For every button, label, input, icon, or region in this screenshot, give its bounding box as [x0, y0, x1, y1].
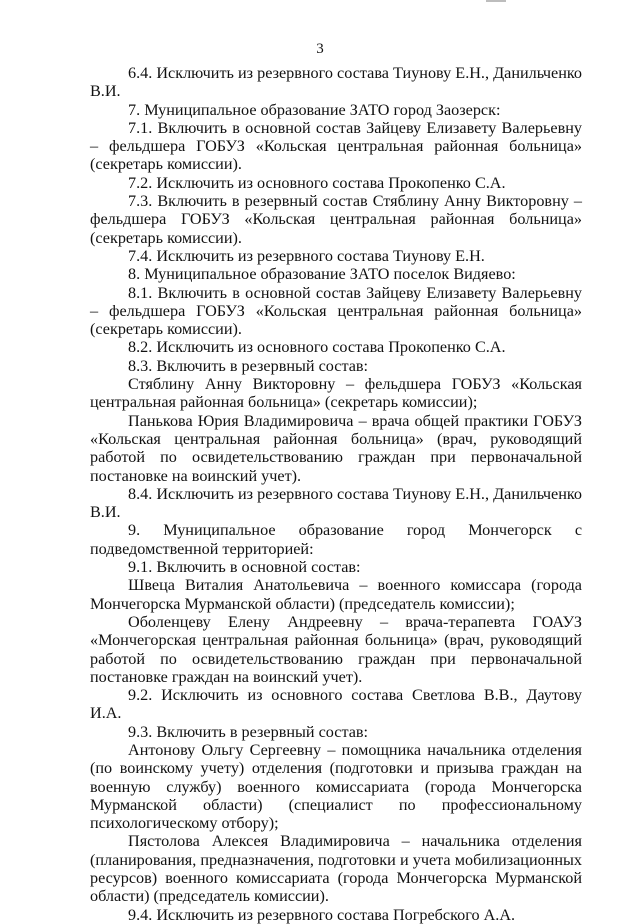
section-heading: 8. Муниципальное образование ЗАТО поселок Видяево:: [128, 265, 516, 284]
paragraph: Антонову Ольгу Сергеевну – помощника начальника отделения (по воинскому учету) отделения (подготовки и призыва граждан на военную службу) военного комиссариата (города Мончегорска Мурманской области) (специалист по профессиональному психологическому отбору);: [90, 740, 582, 833]
paragraph: Стяблину Анну Викторовну – фельдшера ГОБУЗ «Кольская центральная районная больница» (секретарь комиссии);: [90, 375, 582, 412]
paragraph: 7.2. Исключить из основного состава Прокопенко С.А.: [128, 173, 506, 192]
paragraph: 9.1. Включить в основной состав:: [128, 558, 361, 577]
paragraph: Швеца Виталия Анатольевича – военного комиссара (города Мончегорска Мурманской области) (председатель комиссии);: [90, 576, 582, 613]
section-heading: 9. Муниципальное образование город Мончегорск с подведомственной территорией:: [90, 521, 582, 558]
paragraph: Оболенцеву Елену Андреевну – врача-терапевта ГОАУЗ «Мончегорская центральная районная больница» (врач, руководящий работой по освидетельствованию граждан при первоначальной постановке граждан на воинский учет).: [90, 612, 582, 686]
document-body: [90, 64, 582, 924]
paragraph: 9.2. Исключить из основного состава Светлова В.В., Даутову И.А.: [90, 686, 582, 723]
paragraph: 8.3. Включить в резервный состав:: [128, 356, 369, 375]
paragraph: 7.4. Исключить из резервного состава Тиунову Е.Н.: [128, 246, 485, 265]
page-number: 3: [316, 41, 324, 57]
paragraph: 7.3. Включить в резервный состав Стяблину Анну Викторовну – фельдшера ГОБУЗ «Кольская центральная районная больница» (секретарь комиссии).: [90, 192, 582, 247]
section-heading: 7. Муниципальное образование ЗАТО город Заозерск:: [128, 100, 501, 119]
paragraph: 8.4. Исключить из резервного состава Тиунову Е.Н., Данильченко В.И.: [90, 484, 582, 522]
paragraph: 8.1. Включить в основной состав Зайцеву Елизавету Валерьевну – фельдшера ГОБУЗ «Кольская центральная районная больница» (секретарь комиссии).: [90, 283, 582, 339]
paragraph: 9.3. Включить в резервный состав:: [128, 722, 369, 741]
paragraph: Панькова Юрия Владимировича – врача общей практики ГОБУЗ «Кольская центральная районная больница» (врач, руководящий работой по освидетельствованию граждан при первоначальной постановке на воинский учет).: [90, 411, 582, 485]
paragraph: Пястолова Алексея Владимировича – начальника отделения (планирования, предназначения, подготовки и учета мобилизационных ресурсов) военного комиссариата (города Мончегорска Мурманской области) (председатель комиссии).: [90, 832, 582, 906]
paragraph: 7.1. Включить в основной состав Зайцеву Елизавету Валерьевну – фельдшера ГОБУЗ «Кольская центральная районная больница» (секретарь комиссии).: [90, 118, 582, 174]
paragraph: 9.4. Исключить из резервного состава Погребского А.А.: [128, 905, 516, 924]
scan-artifact-mark: [486, 0, 506, 2]
paragraph: 8.2. Исключить из основного состава Прокопенко С.А.: [128, 338, 506, 357]
paragraph: 6.4. Исключить из резервного состава Тиунову Е.Н., Данильченко В.И.: [90, 64, 582, 101]
